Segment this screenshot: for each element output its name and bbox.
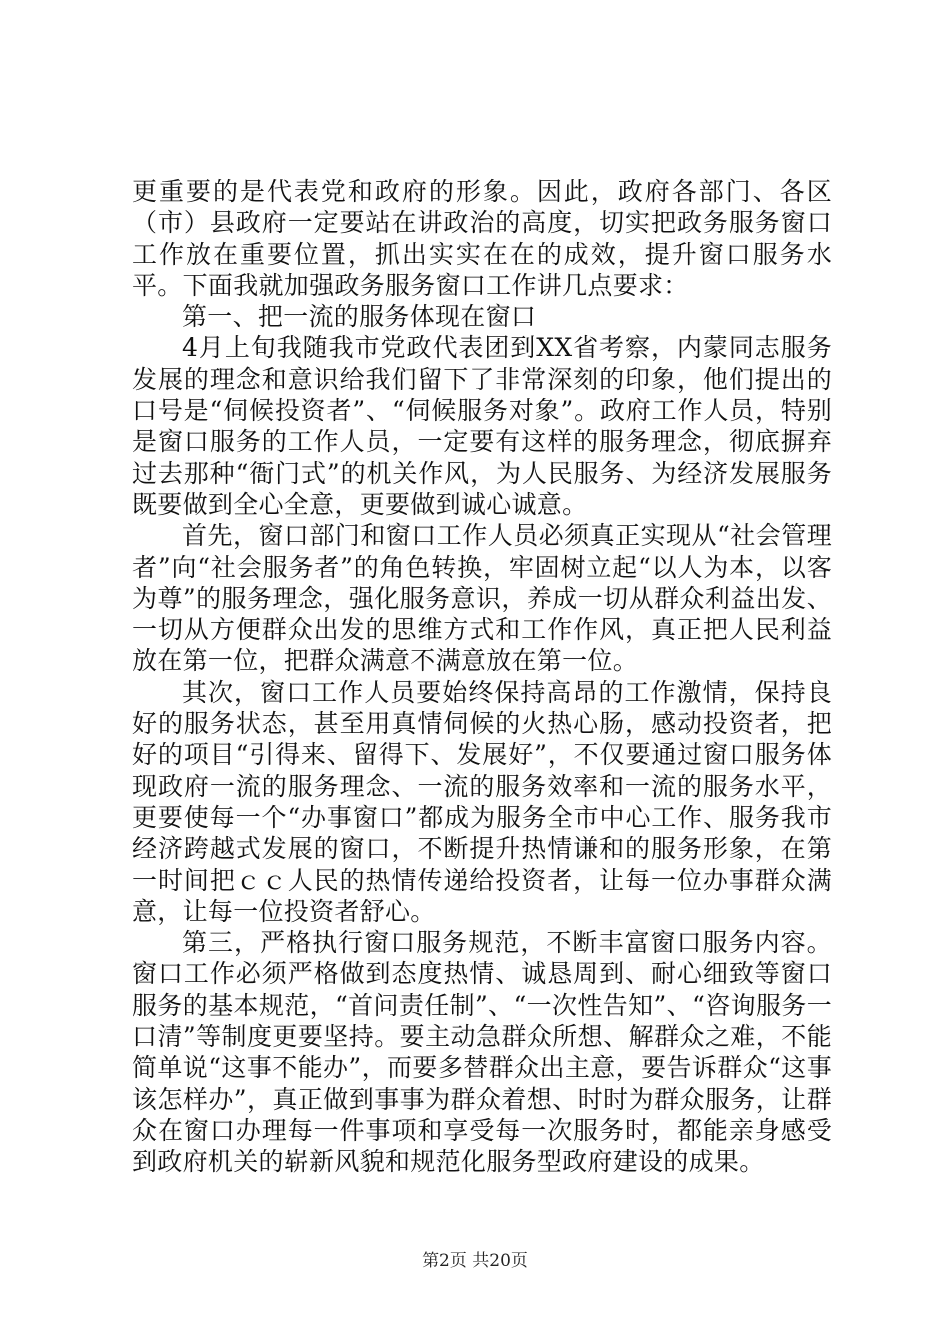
paragraph-secondly: 其次，窗口工作人员要始终保持高昂的工作激情，保持良好的服务状态，甚至用真情伺候的火热心肠，感动投资者，把好的项目“引得来、留得下、发展好”，不仅要通过窗口服务体现政府一流的服务理念、一流的服务效率和一流的服务水平，更要使每一个“办事窗口”都成为服务全市中心工作、服务我市经济跨越式发展的窗口，不断提升热情谦和的服务形象，在第一时间把ｃｃ人民的热情传递给投资者，让每一位办事群众满意，让每一位投资者舒心。 [132, 677, 832, 926]
paragraph-investigation: 4月上旬我随我市党政代表团到XX省考察，内蒙同志服务发展的理念和意识给我们留下了非常深刻的印象，他们提出的口号是“伺候投资者”、“伺候服务对象”。政府工作人员，特别是窗口服务的工作人员，一定要有这样的服务理念，彻底摒弃过去那种“衙门式”的机关作风，为人民服务、为经济发展服务既要做到全心全意，更要做到诚心诚意。 [132, 333, 832, 519]
page-number-footer: 第2页 共20页 [422, 1251, 528, 1271]
section-heading-first: 第一、把一流的服务体现在窗口 [182, 302, 537, 332]
paragraph-third: 第三，严格执行窗口服务规范，不断丰富窗口服务内容。窗口工作必须严格做到态度热情、诚恳周到、耐心细致等窗口服务的基本规范，“首问责任制”、“一次性告知”、“咨询服务一口清”等制度更要坚持。要主动急群众所想、解群众之难，不能简单说“这事不能办”，而要多替群众出主意，要告诉群众“这事该怎样办”，真正做到事事为群众着想、时时为群众服务，让群众在窗口办理每一件事项和享受每一次服务时，都能亲身感受到政府机关的崭新风貌和规范化服务型政府建设的成果。 [132, 928, 832, 1177]
paragraph-intro: 更重要的是代表党和政府的形象。因此，政府各部门、各区（市）县政府一定要站在讲政治的高度，切实把政务服务窗口工作放在重要位置，抓出实实在在的成效，提升窗口服务水平。下面我就加强政务服务窗口工作讲几点要求： [132, 177, 832, 300]
document-body [132, 176, 832, 1178]
paragraph-firstly: 首先，窗口部门和窗口工作人员必须真正实现从“社会管理者”向“社会服务者”的角色转换，牢固树立起“以人为本，以客为尊”的服务理念，强化服务意识，养成一切从群众利益出发、一切从方便群众出发的思维方式和工作作风，真正把人民利益放在第一位，把群众满意不满意放在第一位。 [132, 521, 832, 676]
